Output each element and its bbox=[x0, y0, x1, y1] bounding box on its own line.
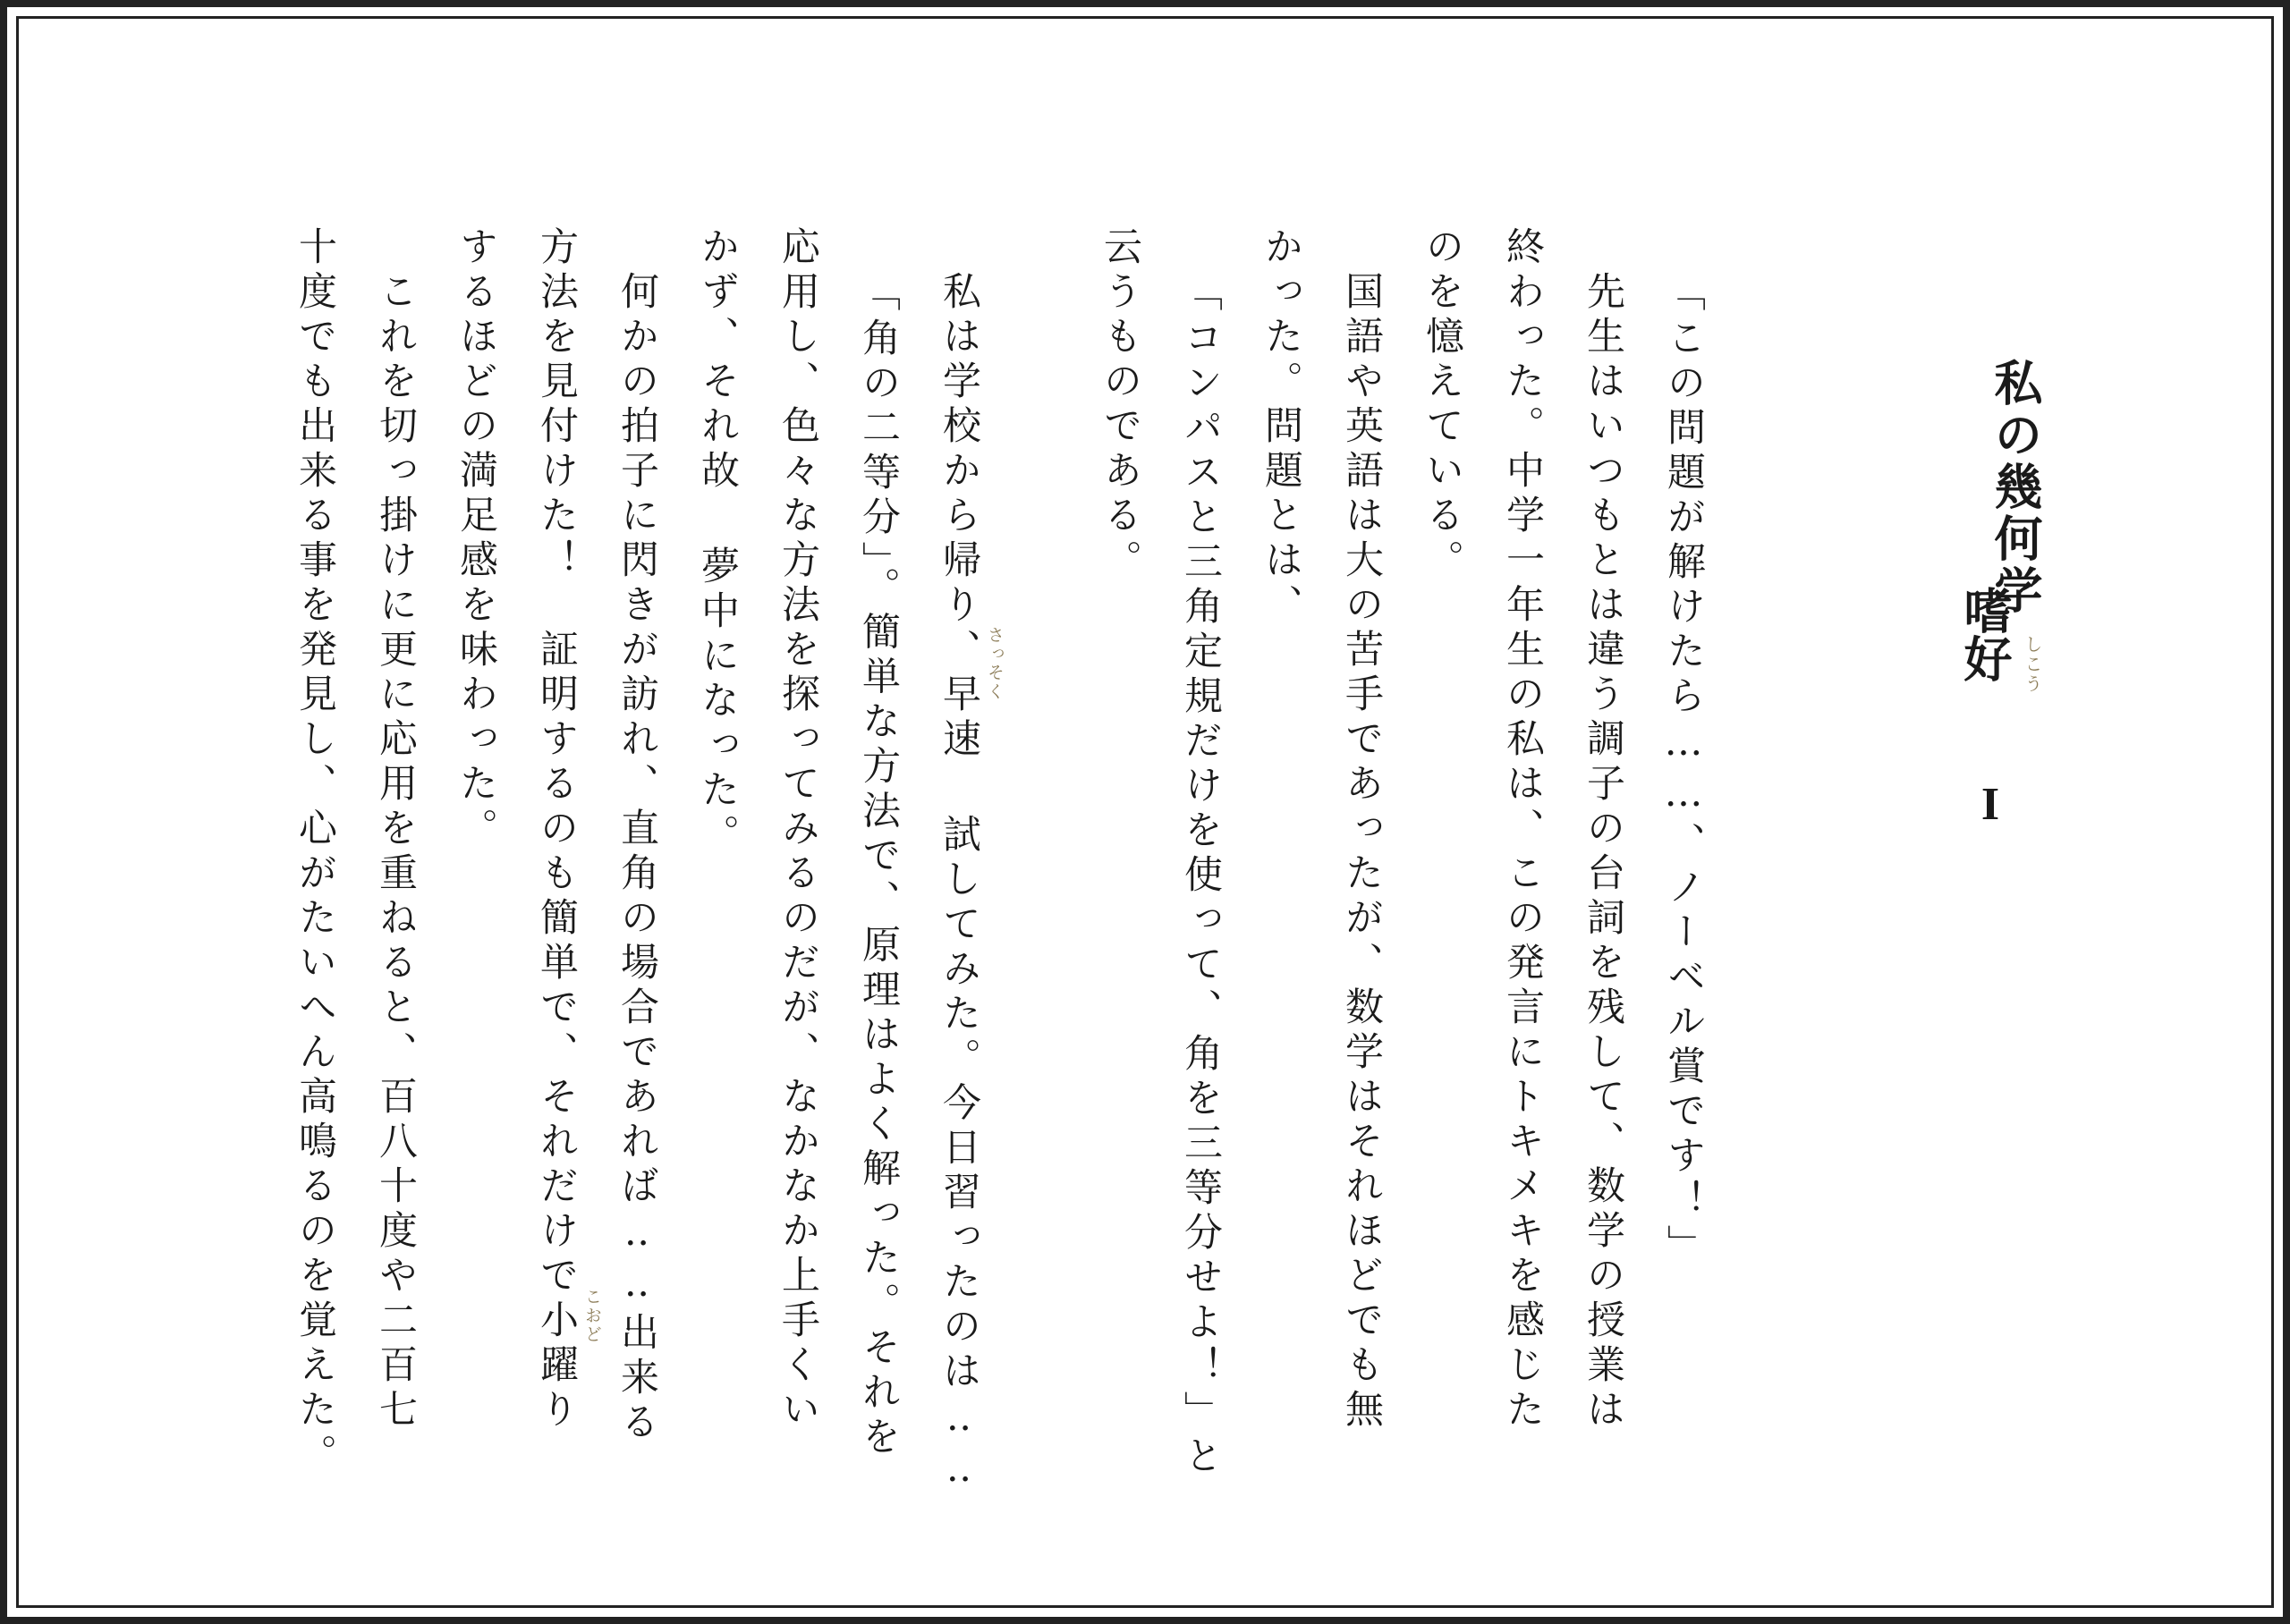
text-column: 方法を見付けた！ 証明するのも簡単で、それだけで小躍り bbox=[534, 226, 579, 1434]
ruby-annotation: こおど bbox=[582, 1288, 602, 1344]
text-column: 「コンパスと三角定規だけを使って、角を三等分せよ！」と bbox=[1178, 273, 1223, 1480]
text-column: 「角の二等分」。簡単な方法で、原理はよく解った。それを bbox=[856, 273, 901, 1461]
title-numeral: I bbox=[1980, 779, 2000, 830]
text-column: 先生はいつもとは違う調子の台詞を残して、数学の授業は bbox=[1581, 226, 1625, 1434]
text-column: 私は学校から帰り、早速 試してみた。今日習ったのは‥‥ bbox=[937, 226, 981, 1497]
text-column: 終わった。中学一年生の私は、この発言にトキメキを感じた bbox=[1500, 226, 1545, 1434]
title-main: 私の幾何学 bbox=[1987, 358, 2044, 617]
text-column: 「この問題が解けたら……、ノーベル賞です！」 bbox=[1661, 273, 1706, 1269]
text-column: 何かの拍子に閃きが訪れ、直角の場合であれば‥‥出来る bbox=[615, 226, 659, 1446]
text-column: 云うものである。 bbox=[1098, 226, 1142, 584]
title-author-ruby: しこう bbox=[2022, 635, 2043, 694]
text-column: これを切っ掛けに更に応用を重ねると、百八十度や二百七 bbox=[373, 226, 418, 1434]
ruby-annotation: さっそく bbox=[985, 626, 1005, 701]
text-column: かった。問題とは、 bbox=[1259, 226, 1303, 629]
text-column: 応用し、色々な方法を探ってみるのだが、なかなか上手くい bbox=[776, 226, 820, 1434]
text-column: 国語や英語は大の苦手であったが、数学はそれほどでも無 bbox=[1339, 226, 1384, 1434]
text-column: するほどの満足感を味わった。 bbox=[454, 226, 498, 852]
text-column: のを憶えている。 bbox=[1420, 226, 1464, 584]
page-border-inner bbox=[16, 16, 2274, 1608]
text-column: 十度でも出来る事を発見し、心がたいへん高鳴るのを覚えた。 bbox=[293, 226, 337, 1478]
text-column: かず、それ故 夢中になった。 bbox=[695, 226, 740, 859]
title-author: 嗜好 bbox=[1956, 586, 2014, 682]
